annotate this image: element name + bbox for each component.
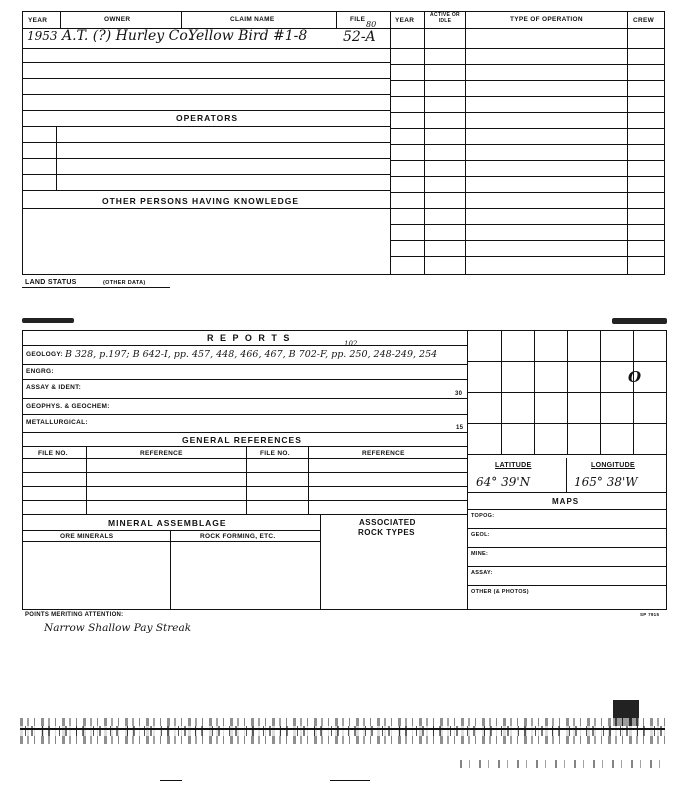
gen-ref-col-line (86, 446, 87, 514)
ops-row-line (390, 192, 665, 193)
rock-types-label: ROCK TYPES (358, 528, 416, 537)
gen-ref-title-line (22, 446, 467, 447)
report-row-line (22, 432, 467, 433)
reports-right-panel-divider (467, 330, 468, 610)
maps-row-line (467, 528, 666, 529)
header-active-idle-label: ACTIVE OR IDLE (430, 12, 460, 24)
gen-ref-file-no-2: FILE NO. (260, 450, 290, 457)
grid-line (467, 423, 666, 424)
engrg-label: ENGRG: (26, 368, 54, 375)
scan-smudge (22, 318, 74, 323)
lat-long-bottom (467, 492, 666, 493)
maps-title: MAPS (552, 497, 580, 506)
gen-ref-reference-1: REFERENCE (140, 450, 183, 457)
header-divider (181, 11, 182, 28)
longitude-label: LONGITUDE (591, 462, 635, 469)
grid-location-mark: O (628, 368, 642, 386)
right-border (664, 11, 665, 274)
ops-column-divider (465, 11, 466, 274)
top-block-bottom (22, 274, 665, 275)
entry-file-superscript: 80 (366, 20, 377, 29)
ops-row-line (390, 96, 665, 97)
reports-left-border (22, 330, 23, 610)
assay-ident-label: ASSAY & IDENT: (26, 384, 82, 391)
entry-claim-name: Yellow Bird #1-8 (188, 28, 308, 44)
operator-col-line (56, 126, 57, 190)
associated-divider (320, 514, 321, 610)
land-status-label: LAND STATUS (25, 279, 77, 286)
ops-year-col-line (424, 28, 425, 274)
ops-row-line (390, 160, 665, 161)
ops-row-line (390, 176, 665, 177)
header-divider (424, 11, 425, 28)
ops-row-line (390, 48, 665, 49)
gen-ref-file-no-1: FILE NO. (38, 450, 68, 457)
general-references-title: GENERAL REFERENCES (182, 435, 302, 445)
land-status-sub-label: (OTHER DATA) (103, 280, 146, 286)
associated-label: ASSOCIATED (359, 518, 416, 527)
ops-row-line (390, 64, 665, 65)
geology-value: B 328, p.197; B 642-I, pp. 457, 448, 466, 467, B 702-F, pp. 250, 248-249, 254 (65, 349, 438, 360)
row-line (22, 142, 390, 143)
operators-heading: OPERATORS (176, 113, 239, 123)
ops-row-line (390, 128, 665, 129)
header-crew-label: CREW (633, 17, 655, 24)
report-row-line (22, 398, 467, 399)
reports-top-border (22, 330, 667, 331)
maps-other-label: OTHER (& PHOTOS) (471, 589, 529, 595)
reports-right-border (666, 330, 667, 610)
mineral-assemblage-title: MINERAL ASSEMBLAGE (108, 518, 227, 528)
row-line (22, 190, 390, 191)
scan-noise (460, 760, 665, 768)
mineral-header-line (22, 541, 320, 542)
longitude-value: 165° 38'W (574, 475, 638, 489)
maps-row-line (467, 585, 666, 586)
ops-row-line (390, 80, 665, 81)
header-year2-label: YEAR (395, 17, 415, 24)
maps-row-line (467, 547, 666, 548)
report-row-line (22, 364, 467, 365)
assay-number: 30 (455, 391, 463, 397)
ops-row-line (390, 208, 665, 209)
reports-title-line (22, 345, 467, 346)
lat-long-divider (566, 458, 567, 492)
row-line (22, 62, 390, 63)
middle-vertical-divider (390, 11, 391, 274)
ore-minerals-label: ORE MINERALS (60, 533, 114, 540)
gen-ref-col-line (308, 446, 309, 514)
land-status-underline (22, 287, 170, 288)
header-claim-name-label: CLAIM NAME (230, 16, 275, 23)
points-label: POINTS MERITING ATTENTION: (25, 612, 124, 618)
gen-ref-row-line (22, 500, 467, 501)
entry-year: 1953 (27, 29, 58, 43)
row-line (22, 78, 390, 79)
ops-row-line (390, 144, 665, 145)
metallurgical-number: 15 (456, 425, 464, 431)
grid-line (467, 361, 666, 362)
row-line (22, 110, 390, 111)
entry-file: 52-A (343, 29, 376, 45)
operators-heading-line (22, 126, 390, 127)
maps-mine-label: MINE: (471, 551, 489, 557)
scan-mark (160, 780, 182, 781)
scan-edge-line (20, 728, 665, 730)
header-divider (60, 11, 61, 28)
reports-title: R E P O R T S (207, 333, 292, 343)
entry-owner: A.T. (?) Hurley Co. (62, 28, 193, 44)
ops-row-line (390, 240, 665, 241)
maps-row-line (467, 566, 666, 567)
gen-ref-row-line (22, 486, 467, 487)
mineral-title-line (22, 530, 320, 531)
row-line (22, 174, 390, 175)
scan-mark (330, 780, 370, 781)
scan-smudge (612, 318, 667, 324)
geology-superscript: 102 (344, 340, 358, 348)
gen-ref-bottom (22, 514, 467, 515)
gen-ref-reference-2: REFERENCE (362, 450, 405, 457)
row-line (22, 94, 390, 95)
latitude-label: LATITUDE (495, 462, 532, 469)
maps-topog-label: TOPOG: (471, 513, 495, 519)
maps-assay-label: ASSAY: (471, 570, 493, 576)
latitude-value: 64° 39'N (476, 475, 531, 489)
grid-bottom (467, 454, 666, 455)
form-number: SP 7915 (640, 612, 660, 617)
crew-column-divider (627, 11, 628, 274)
other-persons-line (22, 208, 390, 209)
header-file-label: FILE (350, 16, 366, 23)
grid-line (467, 392, 666, 393)
other-persons-heading: OTHER PERSONS HAVING KNOWLEDGE (102, 196, 300, 206)
rock-forming-label: ROCK FORMING, ETC. (200, 533, 276, 540)
header-year-label: YEAR (28, 17, 48, 24)
mineral-col-line (170, 530, 171, 610)
gen-ref-header-line (22, 458, 467, 459)
maps-title-line (467, 509, 666, 510)
metallurgical-label: METALLURGICAL: (26, 419, 88, 426)
geophys-label: GEOPHYS. & GEOCHEM: (26, 403, 110, 410)
reports-bottom-border (22, 609, 667, 610)
report-row-line (22, 379, 467, 380)
geology-label: GEOLOGY: (26, 351, 63, 358)
maps-geol-label: GEOL: (471, 532, 490, 538)
header-owner-label: OWNER (104, 16, 131, 23)
points-value: Narrow Shallow Pay Streak (44, 622, 192, 634)
gen-ref-col-line (246, 446, 247, 514)
top-border (22, 11, 665, 12)
row-line (22, 48, 390, 49)
ops-row-line (390, 112, 665, 113)
ops-row-line (390, 256, 665, 257)
gen-ref-row-line (22, 472, 467, 473)
ops-row-line (390, 224, 665, 225)
row-line (22, 158, 390, 159)
header-divider (336, 11, 337, 28)
report-row-line (22, 414, 467, 415)
header-type-of-operation-label: TYPE OF OPERATION (510, 16, 583, 23)
